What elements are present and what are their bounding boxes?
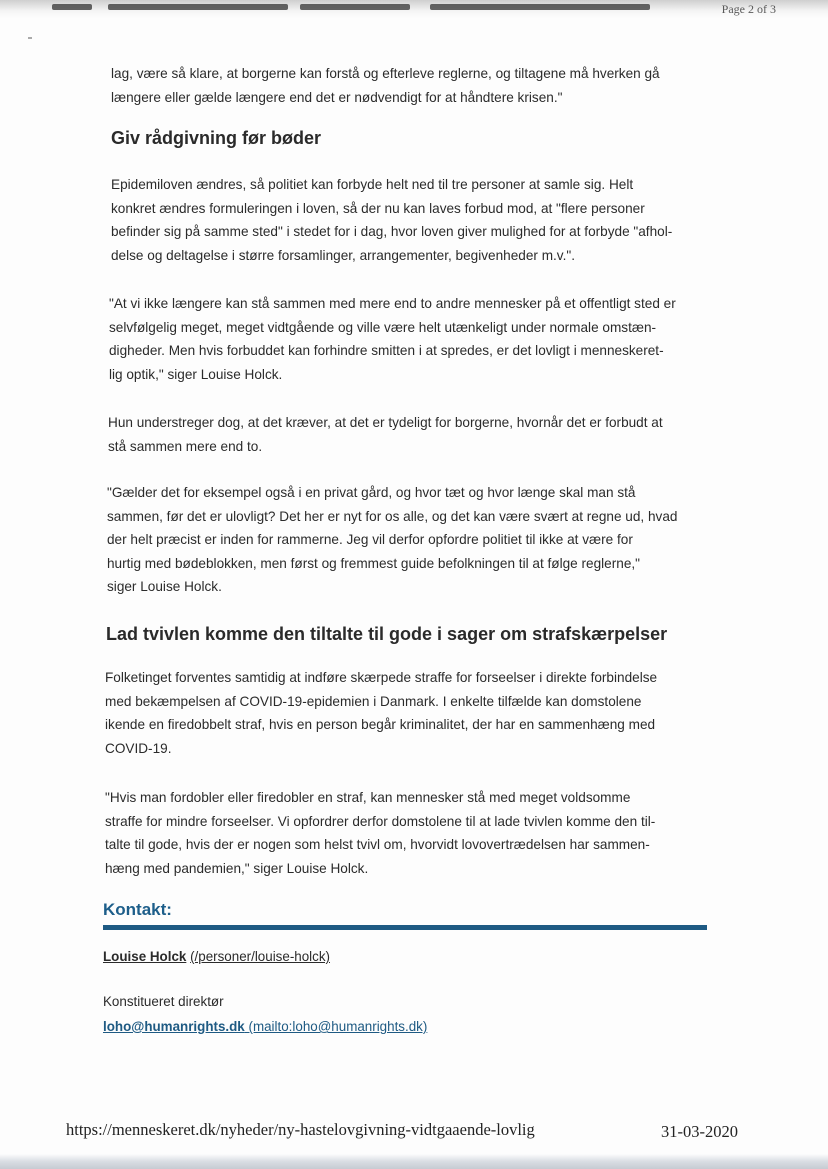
text-line: stå sammen mere end to. xyxy=(108,438,263,454)
text-line: delse og deltagelse i større forsamlinger, arrangementer, begivenheder m.v.". xyxy=(111,247,575,263)
contact-email-url[interactable]: (mailto:loho@humanrights.dk) xyxy=(248,1019,428,1034)
text-line: hæng med pandemien," siger Louise Holck. xyxy=(105,860,369,876)
contact-person-link[interactable] xyxy=(103,949,330,964)
page-indicator: Page 2 of 3 xyxy=(721,2,776,16)
text-line: "Hvis man fordobler eller firedobler en straf, kan mennesker stå med meget voldsomme xyxy=(105,790,631,805)
contact-name-url[interactable]: (/personer/louise-holck) xyxy=(190,949,330,964)
text-line: sammen, før det er ulovligt? Det her er nyt for os alle, og det kan være svært at regne ud, hvad xyxy=(107,508,678,524)
text-line: talte til gode, hvis der er nogen som helst tvivl om, hvorvidt lovovertrædelsen har sammen- xyxy=(105,837,650,853)
contact-name[interactable]: Louise Holck xyxy=(103,949,187,964)
text-line: lag, være så klare, at borgerne kan forstå og efterleve reglerne, og tiltagene må hverken gå xyxy=(111,66,660,81)
footer-source-url: https://menneskeret.dk/nyheder/ny-hastelovgivning-vidtgaaende-lovlig xyxy=(66,1120,535,1139)
section-heading: Giv rådgivning før bøder xyxy=(111,128,322,148)
text-line: "Gælder det for eksempel også i en privat gård, og hvor tæt og hvor længe skal man stå xyxy=(107,485,636,500)
text-line: længere eller gælde længere end det er nødvendigt for at håndtere krisen." xyxy=(111,89,563,105)
cut-header-fragment xyxy=(108,4,288,10)
text-line: digheder. Men hvis forbuddet kan forhindre smitten i at spredes, er det lovligt i menneskeret- xyxy=(109,343,664,359)
text-line: befinder sig på samme sted" i stedet for i dag, hvor loven giver mulighed for at forbyde "afhol- xyxy=(111,224,673,240)
text-line: selvfølgelig meget, meget vidtgående og ville være helt utænkeligt under normale omstæn- xyxy=(109,319,657,335)
bottom-scan-edge xyxy=(0,1154,828,1169)
scan-speck xyxy=(28,37,32,39)
text-line: Epidemiloven ændres, så politiet kan forbyde helt ned til tre personer at samle sig. Helt xyxy=(111,177,634,192)
contact-email[interactable]: loho@humanrights.dk xyxy=(103,1019,245,1034)
text-line: der helt præcist er inden for rammerne. Jeg vil derfor opfordre politiet til ikke at være for xyxy=(107,532,633,548)
contact-divider xyxy=(103,925,707,930)
text-line: lig optik," siger Louise Holck. xyxy=(109,366,283,382)
text-line: hurtig med bødeblokken, men først og fremmest guide befolkningen til at følge reglerne," xyxy=(107,555,640,571)
contact-email-link[interactable] xyxy=(103,1019,427,1034)
cut-header-fragment xyxy=(430,4,650,10)
body-paragraph xyxy=(109,292,676,386)
top-scan-edge xyxy=(0,0,828,18)
intro-paragraph xyxy=(111,62,660,109)
text-line: ikende en firedobbelt straf, hvis en person begår kriminalitet, der har en sammenhæng med xyxy=(105,717,656,733)
text-line: Folketinget forventes samtidig at indføre skærpede straffe for forseelser i direkte forbindelse xyxy=(105,670,658,685)
text-line: med bekæmpelsen af COVID-19-epidemien i Danmark. I enkelte tilfælde kan domstolene xyxy=(105,693,642,709)
contact-heading: Kontakt: xyxy=(103,900,172,919)
cut-header-fragment xyxy=(52,4,92,10)
text-line: COVID-19. xyxy=(105,740,172,756)
footer-date: 31-03-2020 xyxy=(661,1122,738,1141)
body-paragraph xyxy=(105,666,657,760)
body-paragraph xyxy=(107,481,677,599)
body-paragraph xyxy=(105,786,655,880)
text-line: "At vi ikke længere kan stå sammen med mere end to andre mennesker på et offentligt sted er xyxy=(109,296,676,311)
body-paragraph xyxy=(111,173,672,267)
contact-role: Konstitueret direktør xyxy=(103,994,224,1009)
section-heading: Lad tvivlen komme den tiltalte til gode i sager om strafskærpelser xyxy=(106,624,668,644)
body-paragraph xyxy=(108,411,663,458)
text-line: konkret ændres formuleringen i loven, så der nu kan laves forbud mod, at "flere personer xyxy=(111,200,645,216)
text-line: straffe for mindre forseelser. Vi opfordrer derfor domstolene til at lade tvivlen komme den til- xyxy=(105,813,656,829)
text-line: Hun understreger dog, at det kræver, at det er tydeligt for borgerne, hvornår det er forbudt at xyxy=(108,415,663,430)
text-line: siger Louise Holck. xyxy=(107,579,222,595)
cut-header-fragment xyxy=(300,4,410,10)
